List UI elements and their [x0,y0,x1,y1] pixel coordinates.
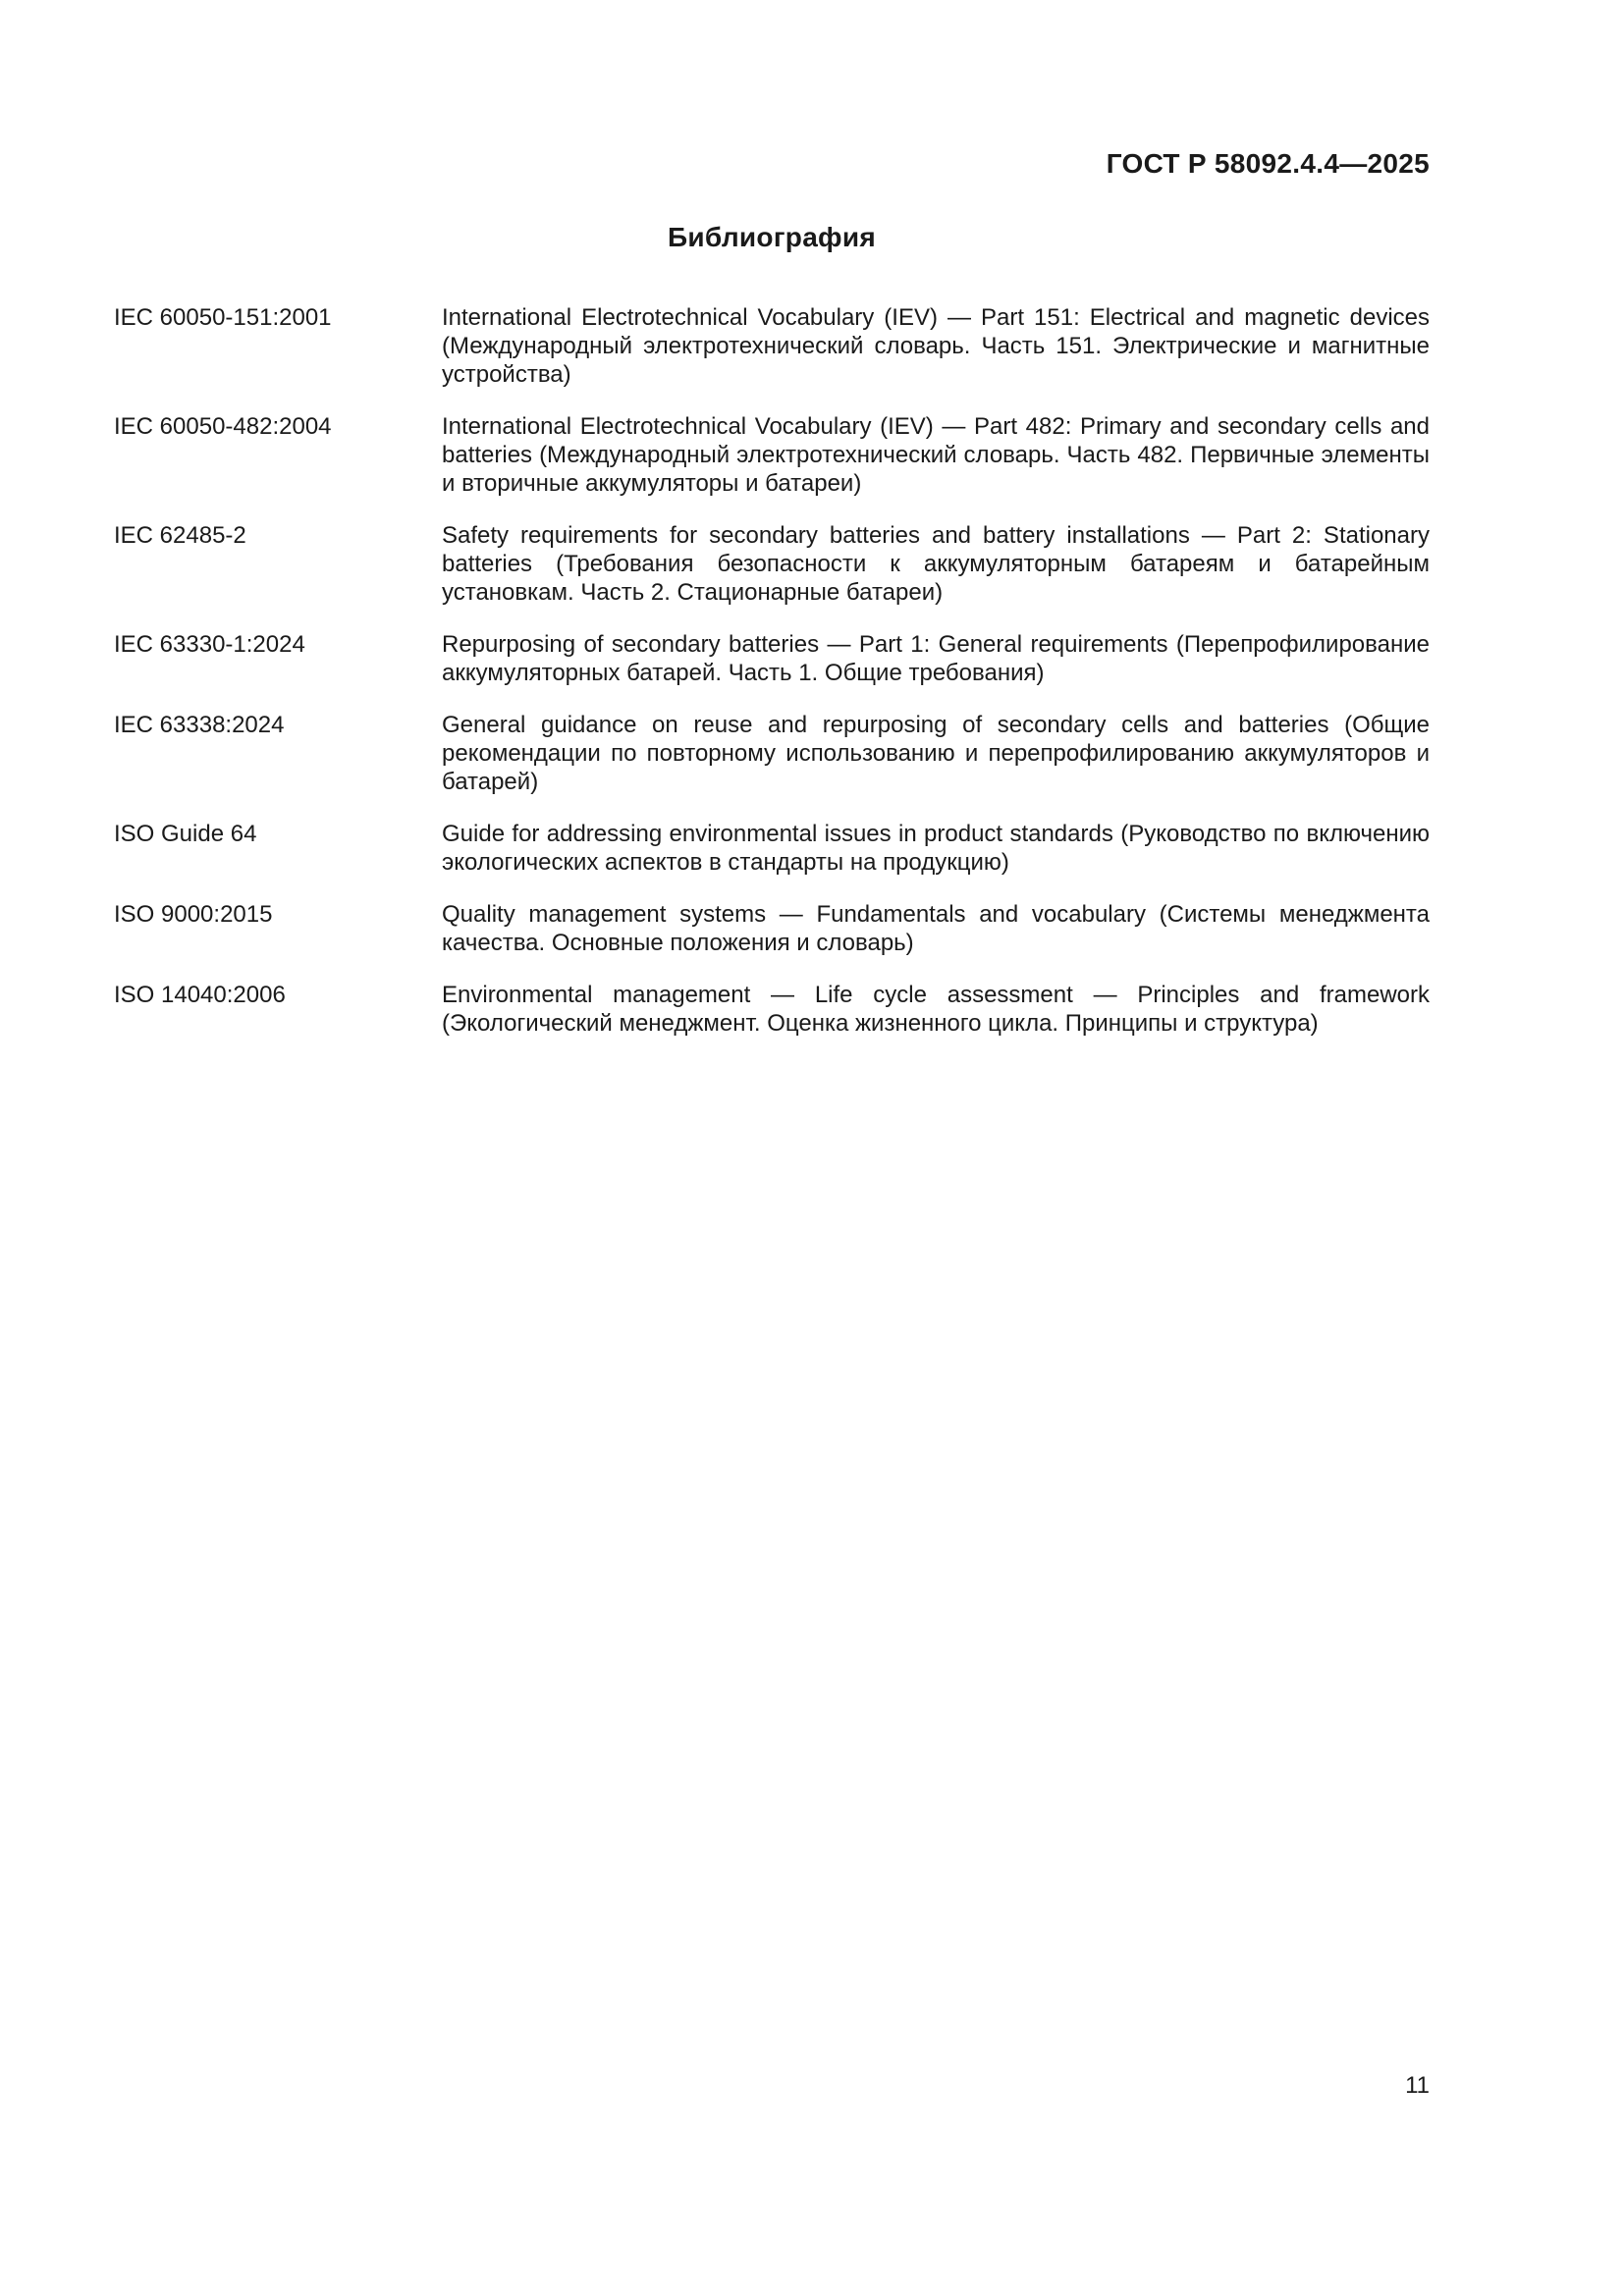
bibliography-entry [114,820,1430,877]
entry-label: IEC 62485-2 [114,522,246,549]
bibliography-title: Библиография [667,222,877,252]
entry-label: IEC 63330-1:2024 [114,631,305,658]
entry-text: General guidance on reuse and repurposing of secondary cells and batteries (Общие рекомендации по повторному использованию и перепрофилированию аккумуляторов и батарей) [442,712,1430,795]
entry-label: ISO 9000:2015 [114,901,273,928]
entry-label: ISO Guide 64 [114,821,257,847]
entry-text: Quality management systems — Fundamentals and vocabulary (Системы менеджмента качества. Основные положения и словарь) [442,901,1430,956]
entry-text: International Electrotechnical Vocabulary (IEV) — Part 482: Primary and secondary cells and batteries (Международный электротехнический словарь. Часть 482. Первичные элементы и вторичные аккумуляторы и батареи) [442,413,1430,497]
bibliography-entry [114,630,1430,687]
bibliography-entry [114,412,1430,498]
bibliography-entry [114,303,1430,389]
entry-label: IEC 60050-151:2001 [114,304,332,331]
entry-label: IEC 60050-482:2004 [114,413,332,440]
entry-label: ISO 14040:2006 [114,982,286,1008]
document-code: ГОСТ Р 58092.4.4—2025 [1106,148,1430,179]
bibliography-list [114,303,1430,1061]
bibliography-entry [114,981,1430,1038]
entry-label: IEC 63338:2024 [114,712,285,738]
bibliography-entry [114,711,1430,796]
page-number: 11 [1405,2072,1430,2099]
entry-text: Repurposing of secondary batteries — Part 1: General requirements (Перепрофилирование аккумуляторных батарей. Часть 1. Общие требования) [442,631,1430,686]
bibliography-entry [114,900,1430,957]
entry-text: Environmental management — Life cycle assessment — Principles and framework (Экологический менеджмент. Оценка жизненного цикла. Принципы и структура) [442,982,1430,1037]
entry-text: Safety requirements for secondary batteries and battery installations — Part 2: Stationary batteries (Требования безопасности к аккумуляторным батареям и батарейным установкам. Часть 2. Стационарные батареи) [442,522,1430,606]
entry-text: International Electrotechnical Vocabulary (IEV) — Part 151: Electrical and magnetic devices (Международный электротехнический словарь. Часть 151. Электрические и магнитные устройства) [442,304,1430,388]
entry-text: Guide for addressing environmental issues in product standards (Руководство по включению экологических аспектов в стандарты на продукцию) [442,821,1430,876]
bibliography-entry [114,521,1430,607]
